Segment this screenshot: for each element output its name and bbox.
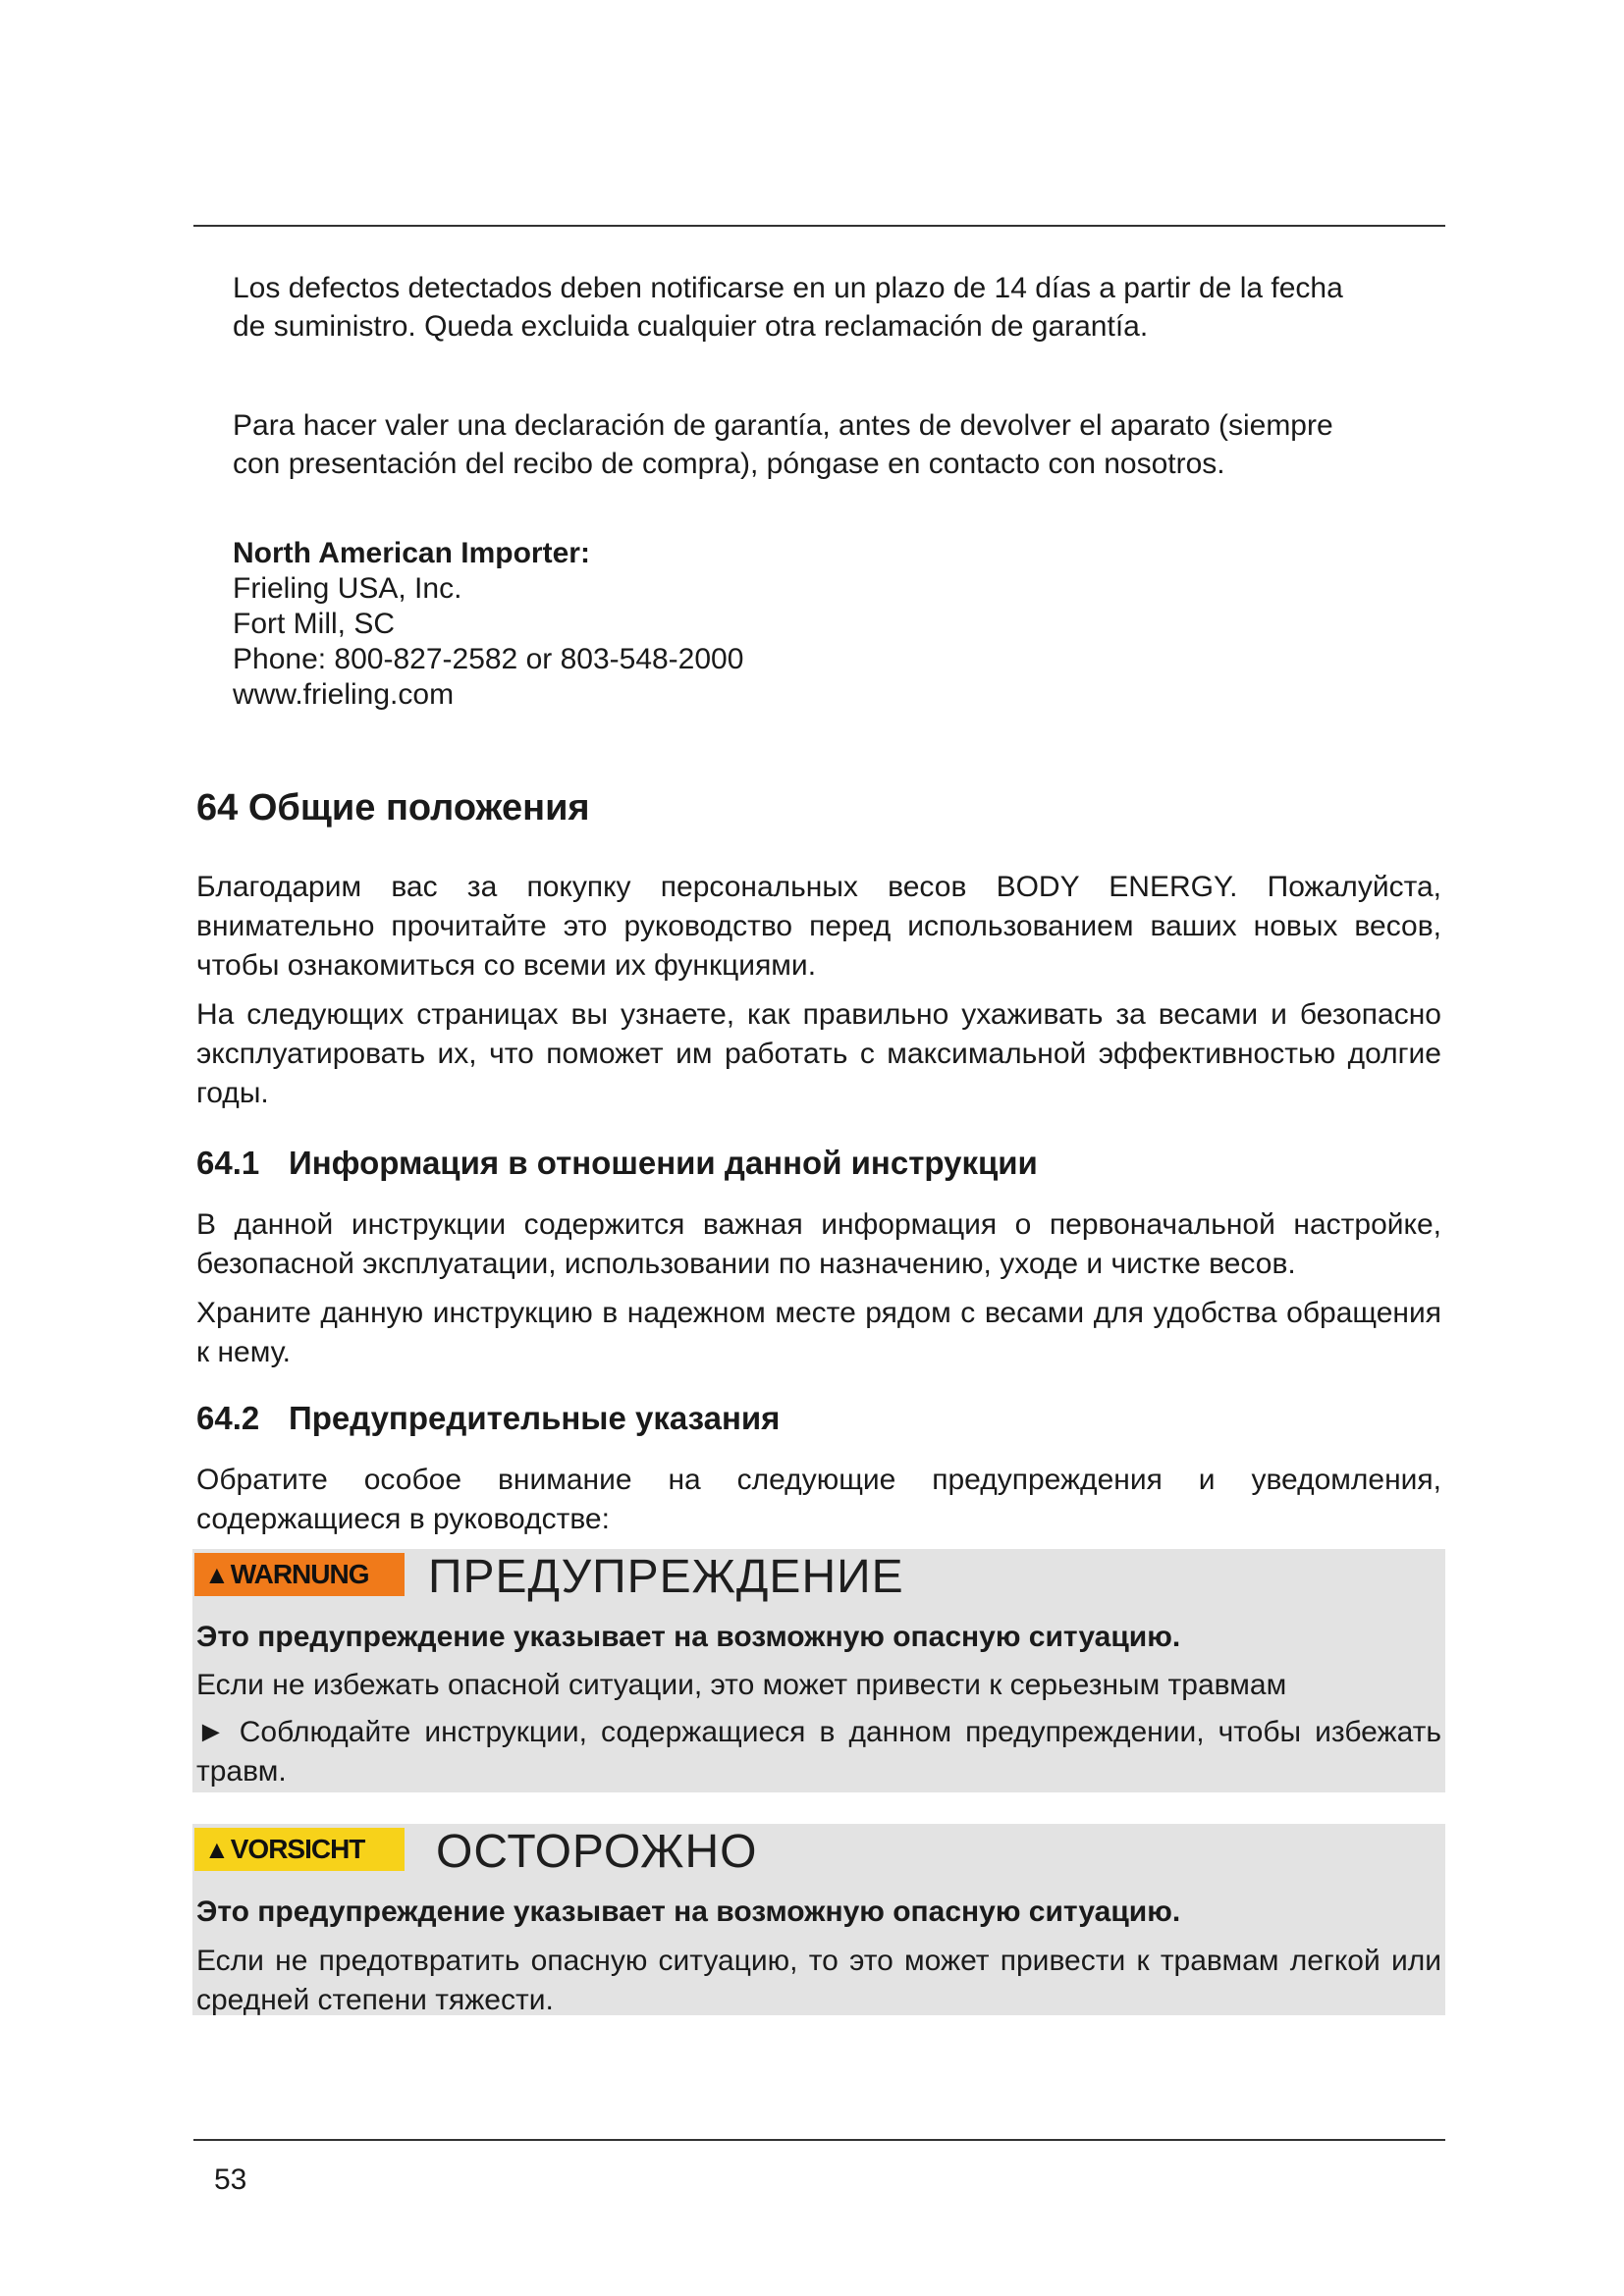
footer-rule <box>193 2139 1445 2141</box>
caution-badge <box>194 1828 405 1871</box>
warning-box <box>192 1549 1445 1792</box>
section-64-1-number: 64.1 <box>196 1145 260 1181</box>
warning-bullet: ► Соблюдайте инструкции, содержащиеся в данном предупреждении, чтобы избежать травм. <box>196 1716 1441 1788</box>
warning-description: Если не избежать опасной ситуации, это может привести к серьезным травмам <box>196 1669 1287 1701</box>
caution-bold-line: Это предупреждение указывает на возможную опасную ситуацию. <box>196 1896 1181 1928</box>
caution-box <box>192 1824 1445 2015</box>
section-64-1-body <box>196 1205 1441 1372</box>
warning-badge-label: WARNUNG <box>230 1559 369 1589</box>
importer-heading: North American Importer: <box>233 537 590 569</box>
warning-triangle-icon: ▲ <box>204 1560 229 1589</box>
section-64-para-2: На следующих страницах вы узнаете, как правильно ухаживать за весами и безопасно эксплуатировать их, что поможет им работать с максимальной эффективностью долгие годы. <box>196 998 1441 1109</box>
section-64-1-para-1: В данной инструкции содержится важная информация о первоначальной настройке, безопасной эксплуатации, использовании по назначению, уходе и чистке весов. <box>196 1208 1441 1280</box>
importer-city: Fort Mill, SC <box>233 608 395 640</box>
warranty-p1-line1: Los defectos detectados deben notificarse en un plazo de 14 días a partir de la fecha <box>233 272 1343 304</box>
warranty-p2-line1: Para hacer valer una declaración de garantía, antes de devolver el aparato (siempre <box>233 409 1333 442</box>
caution-triangle-icon: ▲ <box>204 1835 229 1864</box>
section-64-1-title: Информация в отношении данной инструкции <box>289 1145 1038 1181</box>
section-64-body <box>196 868 1441 1113</box>
section-64-2-body <box>196 1461 1441 1539</box>
warranty-paragraph-1 <box>233 269 1440 346</box>
section-64-2-title: Предупредительные указания <box>289 1400 781 1436</box>
section-64-2-para-1: Обратите особое внимание на следующие предупреждения и уведомления, содержащиеся в руководстве: <box>196 1464 1441 1535</box>
importer-block <box>233 536 1440 713</box>
warning-badge <box>194 1553 405 1596</box>
warranty-p2-line2: con presentación del recibo de compra), póngase en contacto con nosotros. <box>233 448 1225 480</box>
caution-description: Если не предотвратить опасную ситуацию, то это может привести к травмам легкой или средней степени тяжести. <box>196 1945 1441 2016</box>
header-rule <box>193 225 1445 227</box>
warning-bold-line: Это предупреждение указывает на возможную опасную ситуацию. <box>196 1621 1181 1653</box>
section-64-2-heading <box>196 1400 780 1437</box>
section-64-1-heading <box>196 1145 1038 1182</box>
page-number: 53 <box>214 2163 247 2196</box>
caution-title: ОСТОРОЖНО <box>436 1826 758 1878</box>
warranty-paragraph-2 <box>233 406 1440 483</box>
section-64-para-1: Благодарим вас за покупку персональных весов BODY ENERGY. Пожалуйста, внимательно прочитайте это руководство перед использованием ваших новых весов, чтобы ознакомиться со всеми их функциями. <box>196 871 1441 982</box>
section-64-heading: 64 Общие положения <box>196 787 590 828</box>
warning-title: ПРЕДУПРЕЖДЕНИЕ <box>428 1551 904 1603</box>
importer-company: Frieling USA, Inc. <box>233 572 462 605</box>
importer-website: www.frieling.com <box>233 678 455 711</box>
importer-phone: Phone: 800-827-2582 or 803-548-2000 <box>233 643 744 675</box>
caution-badge-label: VORSICHT <box>230 1834 365 1864</box>
warranty-p1-line2: de suministro. Queda excluida cualquier otra reclamación de garantía. <box>233 310 1149 343</box>
section-64-1-para-2: Храните данную инструкцию в надежном месте рядом с весами для удобства обращения к нему. <box>196 1297 1441 1368</box>
section-64-2-number: 64.2 <box>196 1400 260 1436</box>
